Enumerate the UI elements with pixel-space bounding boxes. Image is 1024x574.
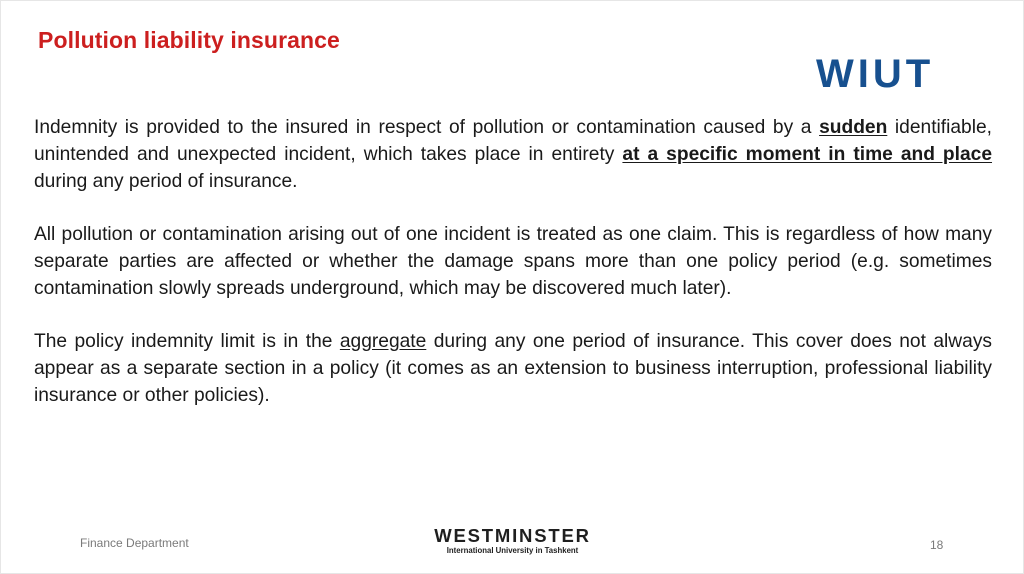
emphasis-specific-moment: at a specific moment in time and place — [622, 144, 993, 165]
paragraph-3-text-a: The policy indemnity limit is in the — [34, 331, 340, 352]
westminster-logo-main: WESTMINSTER — [434, 525, 591, 546]
wiut-logo: WIUT — [816, 52, 935, 96]
paragraph-3-text-c: during any one period of insurance. This cover does not always appear as a separate section in a policy (it comes as an extension to business interruption, professional liability insurance or other policies). — [34, 331, 993, 406]
slide-title: Pollution liability insurance — [38, 27, 340, 53]
westminster-logo-sub: International University in Tashkent — [446, 546, 579, 555]
paragraph-3 — [34, 328, 992, 409]
paragraph-1 — [34, 114, 992, 195]
paragraph-1-text-a: Indemnity is provided to the insured in respect of pollution or contamination caused by a — [34, 117, 820, 138]
slide-body — [34, 114, 992, 435]
paragraph-1-text-e: during any period of insurance. — [34, 171, 298, 192]
emphasis-aggregate: aggregate — [339, 331, 427, 352]
paragraph-2: All pollution or contamination arising out of one incident is treated as one claim. This is regardless of how many separate parties are affected or whether the damage spans more than one policy period (e.g. sometimes contamination slowly spreads underground, which may be discovered much later). — [34, 224, 992, 299]
footer-department: Finance Department — [80, 536, 189, 550]
westminster-logo — [430, 526, 595, 556]
page-number: 18 — [930, 538, 944, 552]
emphasis-sudden: sudden — [819, 117, 888, 138]
paragraph-1-text-c: identifiable, unintended and unexpected incident, which takes place in entirety — [34, 117, 992, 165]
